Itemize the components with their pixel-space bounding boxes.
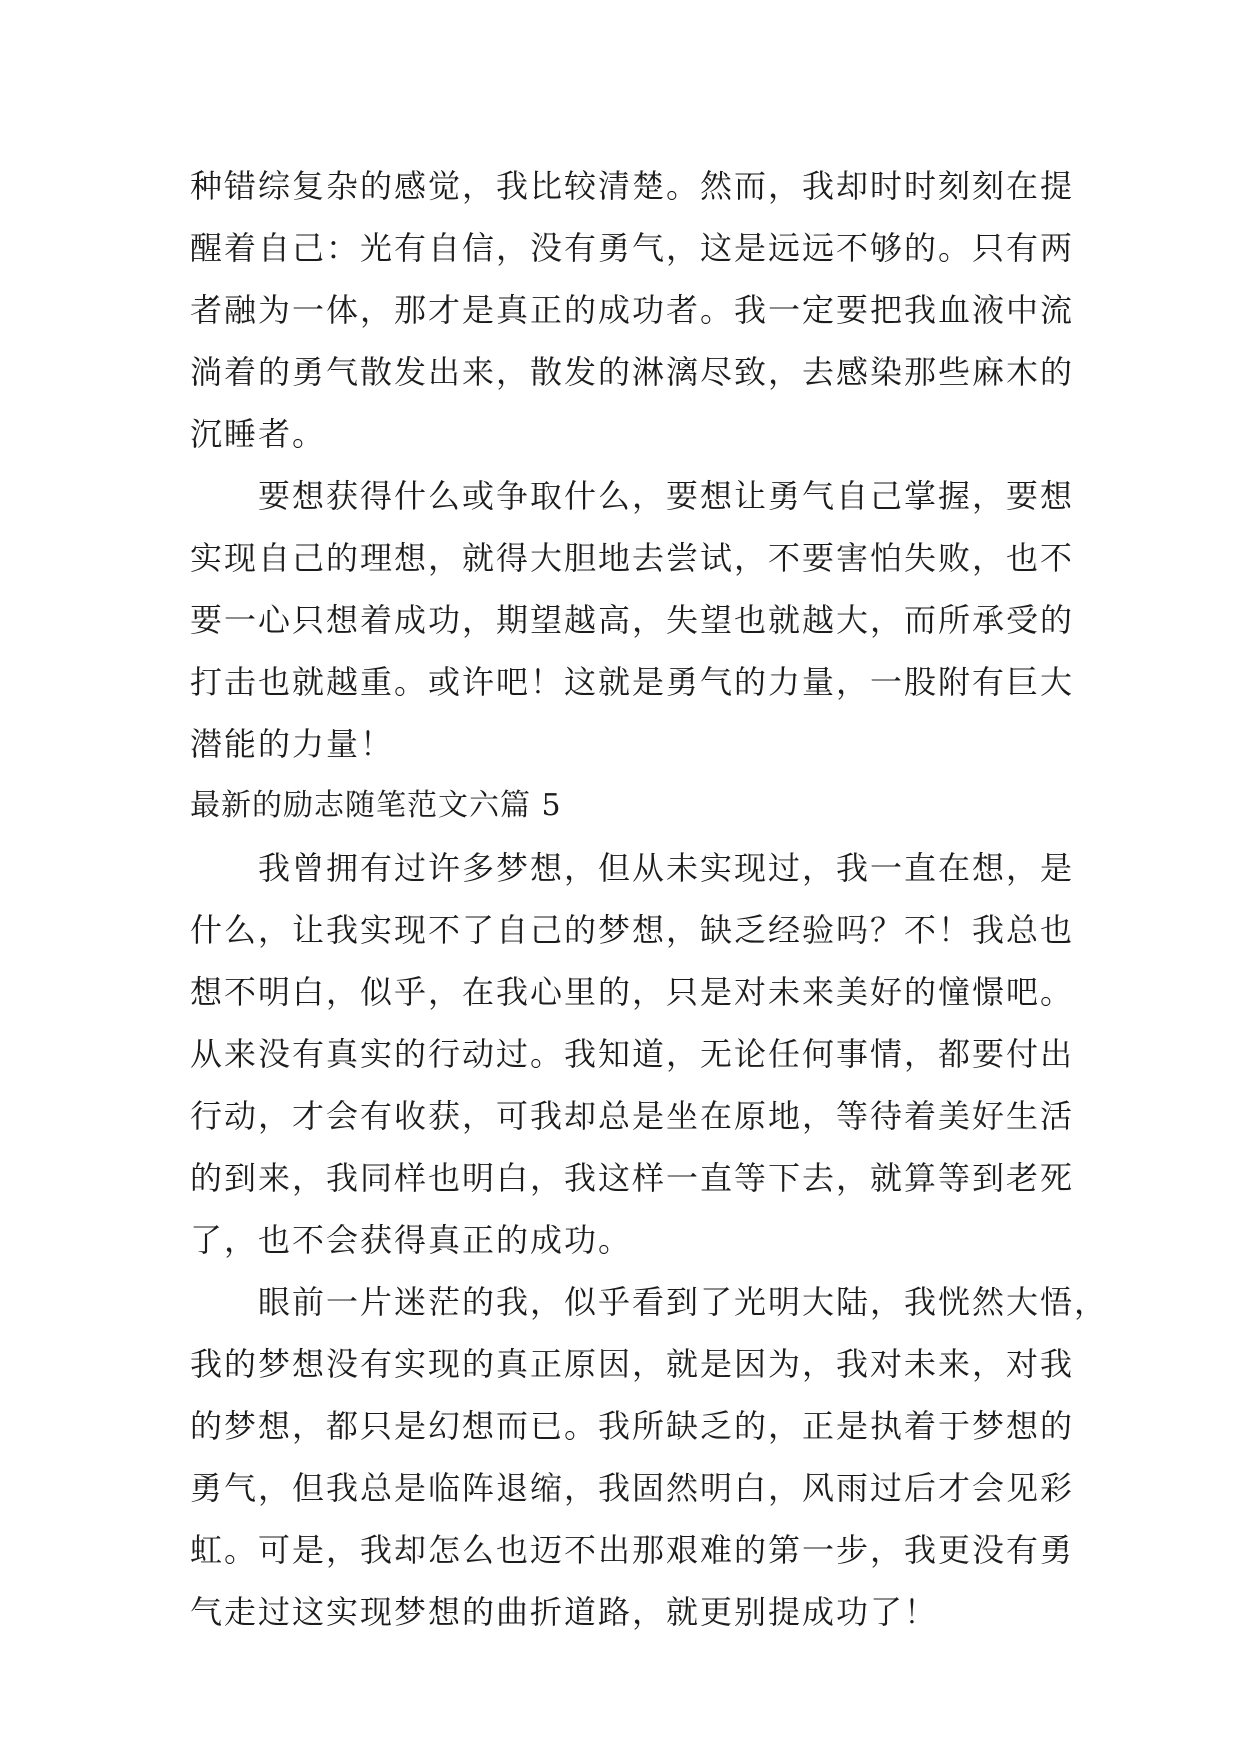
text-line: 淌着的勇气散发出来，散发的淋漓尽致，去感染那些麻木的 — [190, 353, 1075, 391]
text-line: 我曾拥有过许多梦想，但从未实现过，我一直在想，是 — [190, 849, 1075, 887]
text-line: 打击也就越重。或许吧！这就是勇气的力量，一股附有巨大 — [190, 663, 1075, 701]
document-body — [190, 155, 1109, 1643]
section-title: 最新的励志随笔范文六篇 5 — [190, 788, 562, 823]
text-line: 潜能的力量！ — [190, 725, 395, 763]
text-line: 行动，才会有收获，可我却总是坐在原地，等待着美好生活 — [190, 1097, 1075, 1135]
text-line: 勇气，但我总是临阵退缩，我固然明白，风雨过后才会见彩 — [190, 1469, 1075, 1507]
text-line: 我的梦想没有实现的真正原因，就是因为，我对未来，对我 — [190, 1345, 1075, 1383]
text-line: 的梦想，都只是幻想而已。我所缺乏的，正是执着于梦想的 — [190, 1407, 1075, 1445]
text-line: 从来没有真实的行动过。我知道，无论任何事情，都要付出 — [190, 1035, 1075, 1073]
text-line: 实现自己的理想，就得大胆地去尝试，不要害怕失败，也不 — [190, 539, 1075, 577]
text-line: 沉睡者。 — [190, 415, 327, 453]
text-line: 虹。可是，我却怎么也迈不出那艰难的第一步，我更没有勇 — [190, 1531, 1075, 1569]
text-line: 要一心只想着成功，期望越高，失望也就越大，而所承受的 — [190, 601, 1075, 639]
text-line: 了，也不会获得真正的成功。 — [190, 1221, 633, 1259]
text-line: 什么，让我实现不了自己的梦想，缺乏经验吗？不！我总也 — [190, 911, 1075, 949]
text-line: 气走过这实现梦想的曲折道路，就更别提成功了！ — [190, 1593, 939, 1631]
text-line: 想不明白，似乎，在我心里的，只是对未来美好的憧憬吧。 — [190, 973, 1075, 1011]
text-line: 的到来，我同样也明白，我这样一直等下去，就算等到老死 — [190, 1159, 1075, 1197]
text-line: 要想获得什么或争取什么，要想让勇气自己掌握，要想 — [190, 477, 1075, 515]
paragraph — [190, 155, 1075, 465]
text-line: 者融为一体，那才是真正的成功者。我一定要把我血液中流 — [190, 291, 1075, 329]
paragraph — [190, 465, 1075, 775]
text-line: 种错综复杂的感觉，我比较清楚。然而，我却时时刻刻在提 — [190, 167, 1075, 205]
paragraph — [190, 837, 1075, 1271]
text-line: 醒着自己：光有自信，没有勇气，这是远远不够的。只有两 — [190, 229, 1075, 267]
paragraph — [190, 1271, 1109, 1643]
text-line: 眼前一片迷茫的我，似乎看到了光明大陆，我恍然大悟， — [190, 1283, 1109, 1321]
